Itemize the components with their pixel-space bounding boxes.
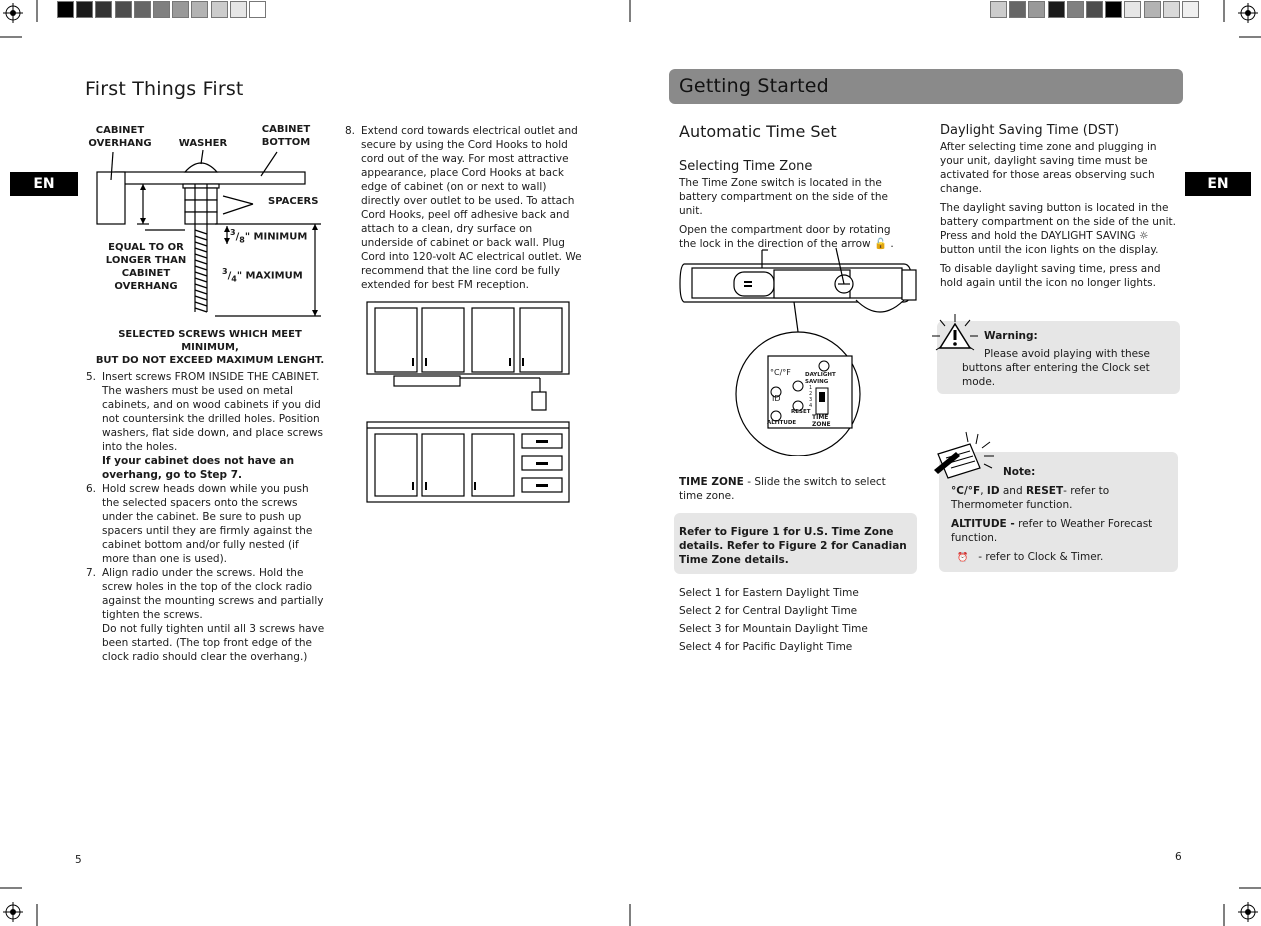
dst-text: After selecting time zone and plugging in your unit, daylight saving time must be activated for those areas observing such change. The daylight saving button is located in the battery compartment on the side of the unit. Press and hold the DAYLIGHT SAVING ☼ button until the icon lights on the display. To disable daylight saving time, press and hold again until the icon no longer lights. [940, 141, 1176, 289]
color-swatch [115, 1, 132, 18]
color-swatch [990, 1, 1007, 18]
page-number-left: 5 [75, 854, 82, 866]
refer-figure-box: Refer to Figure 1 for U.S. Time Zone details. Refer to Figure 2 for Canadian Time Zone details. [674, 513, 917, 574]
diagram-caption: SELECTED SCREWS WHICH MEET MINIMUM, BUT DO NOT EXCEED MAXIMUM LENGHT. [95, 329, 325, 366]
language-tab-left: EN [10, 172, 78, 196]
note-title: Note: [1003, 466, 1036, 478]
step-8: 8. Extend cord towards electrical outlet and secure by using the Cord Hooks to hold cord out of the way. For most attractive appearance, place Cord Hooks at back edge of cabinet (on or next to wall) directly over outlet to be used. To attach Cord Hooks, peel off adhesive back and attach to a clean, dry surface on underside of cabinet or back wall. Plug Cord into 120-volt AC electrical outlet. We recommend that the line cord be fully extended for best FM reception. [345, 125, 582, 291]
note-icon [932, 430, 1000, 482]
panel-tz-numbers: 1 2 3 4 [809, 385, 813, 409]
step-6: 6. Hold screw heads down while you push the selected spacers onto the screws under the cabinet. Be sure to push up spacers until they are firmly against the cabinet bottom and/or fully nested (if more than one is used). [86, 483, 313, 565]
color-swatch [76, 1, 93, 18]
page-number-right: 6 [1175, 851, 1182, 863]
panel-label-daylight: DAYLIGHT SAVING [805, 372, 836, 385]
section-header: Getting Started [669, 69, 1183, 104]
lock-icon: 🔓 [873, 238, 888, 250]
color-swatch [1067, 1, 1084, 18]
time-zone-instruction: TIME ZONE - Slide the switch to select time zone. [679, 476, 886, 502]
color-swatch [249, 1, 266, 18]
warning-title: Warning: [984, 330, 1038, 342]
color-swatch [1048, 1, 1065, 18]
screw-mount-diagram [85, 120, 335, 330]
label-maximum: $^3/_4$" MAXIMUM [222, 267, 303, 284]
panel-label-reset: RESET [791, 409, 811, 415]
label-equal-overhang: EQUAL TO OR LONGER THAN CABINET OVERHANG [105, 242, 187, 292]
time-zone-text: The Time Zone switch is located in the battery compartment on the side of the unit. Open the compartment door by rotating the lock in the direction of the arrow 🔓 . [679, 177, 894, 250]
cabinet-cord-diagram [366, 300, 572, 505]
time-zone-title: Selecting Time Zone [679, 159, 813, 174]
panel-label-altitude: ALTITUDE [767, 420, 797, 426]
color-swatch [1182, 1, 1199, 18]
color-swatch [57, 1, 74, 18]
language-tab-right: EN [1185, 172, 1251, 196]
color-swatch [230, 1, 247, 18]
color-swatch [1163, 1, 1180, 18]
dst-title: Daylight Saving Time (DST) [940, 123, 1120, 138]
radio-battery-diagram [676, 244, 922, 456]
auto-time-title: Automatic Time Set [679, 122, 837, 141]
label-cabinet-overhang: CABINET OVERHANG [88, 125, 152, 149]
panel-label-timezone: TIME ZONE [812, 414, 831, 428]
step-5: 5. Insert screws FROM INSIDE THE CABINET. The washers must be used on metal cabinets, and on wood cabinets if you did not countersink the drilled holes. Position washers, flat side down, and place screws into the holes. If your cabinet does not have an overhang, go to Step 7. [86, 371, 323, 481]
color-swatch [95, 1, 112, 18]
select-line-1: Select 1 for Eastern Daylight Time [679, 587, 859, 599]
sun-icon: ☼ [1139, 230, 1149, 242]
color-swatch [1144, 1, 1161, 18]
label-washer: WASHER [178, 138, 228, 149]
select-line-3: Select 3 for Mountain Daylight Time [679, 623, 868, 635]
select-line-2: Select 2 for Central Daylight Time [679, 605, 858, 617]
label-spacers: SPACERS [268, 196, 319, 207]
label-cabinet-bottom: CABINET BOTTOM [261, 124, 311, 148]
clock-timer-icon: ⏰ [957, 553, 969, 563]
install-steps [86, 370, 326, 664]
page-title-left: First Things First [85, 78, 244, 100]
panel-label-id: ID [772, 394, 781, 403]
color-swatch [191, 1, 208, 18]
step-7: 7. Align radio under the screws. Hold the screw holes in the top of the clock radio against the mounting screws and partially tighten the screws. Do not fully tighten until all 3 screws have been started. (The top front edge of the clock radio should clear the overhang.) [86, 567, 325, 663]
label-minimum: $^3/_8$" MINIMUM [230, 228, 308, 245]
select-line-4: Select 4 for Pacific Daylight Time [679, 641, 853, 653]
color-swatch [134, 1, 151, 18]
color-swatch [1105, 1, 1122, 18]
color-swatch [211, 1, 228, 18]
color-swatch [1009, 1, 1026, 18]
install-step-8 [345, 124, 583, 292]
panel-label-cf: °C/°F [770, 368, 791, 377]
color-swatch [172, 1, 189, 18]
note-text: °C/°F, ID and RESET- refer to Thermometer function. ALTITUDE - refer to Weather Forecast function. ⏰ - refer to Clock & Timer. [951, 485, 1153, 563]
color-swatch [153, 1, 170, 18]
warning-text: Please avoid playing with these buttons after entering the Clock set mode. [962, 348, 1150, 388]
color-swatch [1028, 1, 1045, 18]
color-swatch [1086, 1, 1103, 18]
color-swatch [1124, 1, 1141, 18]
select-list [679, 584, 868, 656]
